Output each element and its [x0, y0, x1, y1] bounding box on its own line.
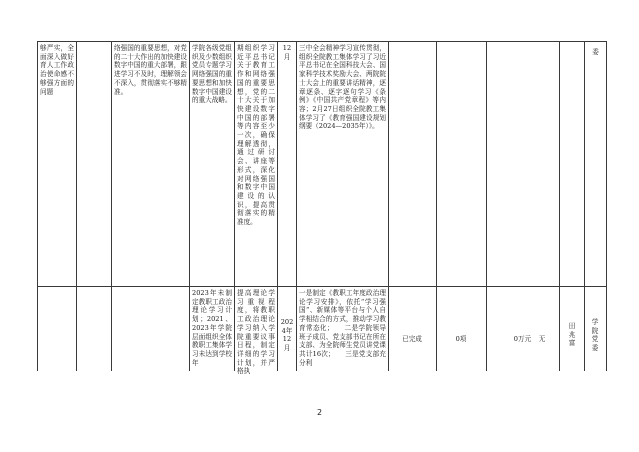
deadline-cell: 2024年12月 [280, 318, 294, 353]
responsible-person-cell: 田兆富 [568, 322, 576, 348]
deadline-cell: 12月 [282, 44, 292, 61]
other-cell: 无 [538, 335, 546, 343]
col-line [388, 41, 389, 371]
funds-cell: 0万元 [513, 335, 532, 343]
progress-cell: 一是制定《教职工年度政治理论学习安排》，依托“学习强国”、新媒体等平台与个人自学相结合的方式，推动学习教育常态化； 二是学院领导班子成员、党支部书记在所在支部、为全院师生党员讲党课共计16次； 三是党支部充分利 [299, 289, 386, 367]
measure-cell: 期组织学习近平总书记关于教育工作和网络强国的重要思想，党的二十大关于加快建设数字中国的部署等内容至少一次，确保理解透彻，通过研讨会、讲座等形式，深化对网络强国和数字中国建设的认识，提高贯彻落实的精准度。 [237, 44, 275, 227]
problem-description-cell: 络强国的重要思想，对党的二十大作出的加快建设数字中国的重大部署，跟进学习不及时，理解领会不深入，贯彻落实不够精准。 [114, 44, 187, 96]
col-line [606, 41, 607, 371]
status-cell: 已完成 [402, 335, 422, 343]
cause-cell: 学院各级党组织及少数组织党员专题学习网络强国的重要思想和加快数字中国建设的重大战略。 [192, 44, 232, 105]
col-line [486, 41, 487, 371]
page-number: 2 [316, 408, 323, 417]
cause-cell: 2023年未制定教职工政治理论学习计划；2021、2023年学院层面组织全体教职工集体学习未达到学校年 [192, 289, 232, 367]
row-divider [37, 286, 607, 287]
unit-cell: 委 [592, 48, 599, 56]
col-line [296, 41, 297, 371]
count-cell: 0项 [455, 335, 467, 343]
col-line [37, 41, 38, 371]
col-line [559, 41, 560, 371]
col-line [277, 41, 278, 371]
col-line [111, 41, 112, 371]
col-line [76, 41, 77, 371]
table-top-border [37, 41, 607, 42]
col-line [436, 41, 437, 371]
responsible-unit-cell: 学院党委 [591, 318, 599, 353]
progress-cell: 三中全会精神学习宣传贯彻，组织全院教工集体学习了习近平总书记在全国科技大会、国家科学技术奖励大会、两院院士大会上的重要讲话精神，逐章逐条、逐字逐句学习《条例》《中国共产党章程》等内容；2月27日组织全院教工集体学习了《教育强国建设规划纲要（2024—2035年）》。 [299, 44, 386, 131]
problem-category-cell: 够严实，全面深入做好育人工作政治使命感不够强方面的问题 [40, 44, 74, 96]
col-line [234, 41, 235, 371]
measure-cell: 提高理论学习重视程度，将教职工政治理论学习纳入学院重要议事日程，制定详细的学习计划，并严格执 [237, 289, 275, 376]
col-line [189, 41, 190, 371]
col-line [584, 41, 585, 371]
